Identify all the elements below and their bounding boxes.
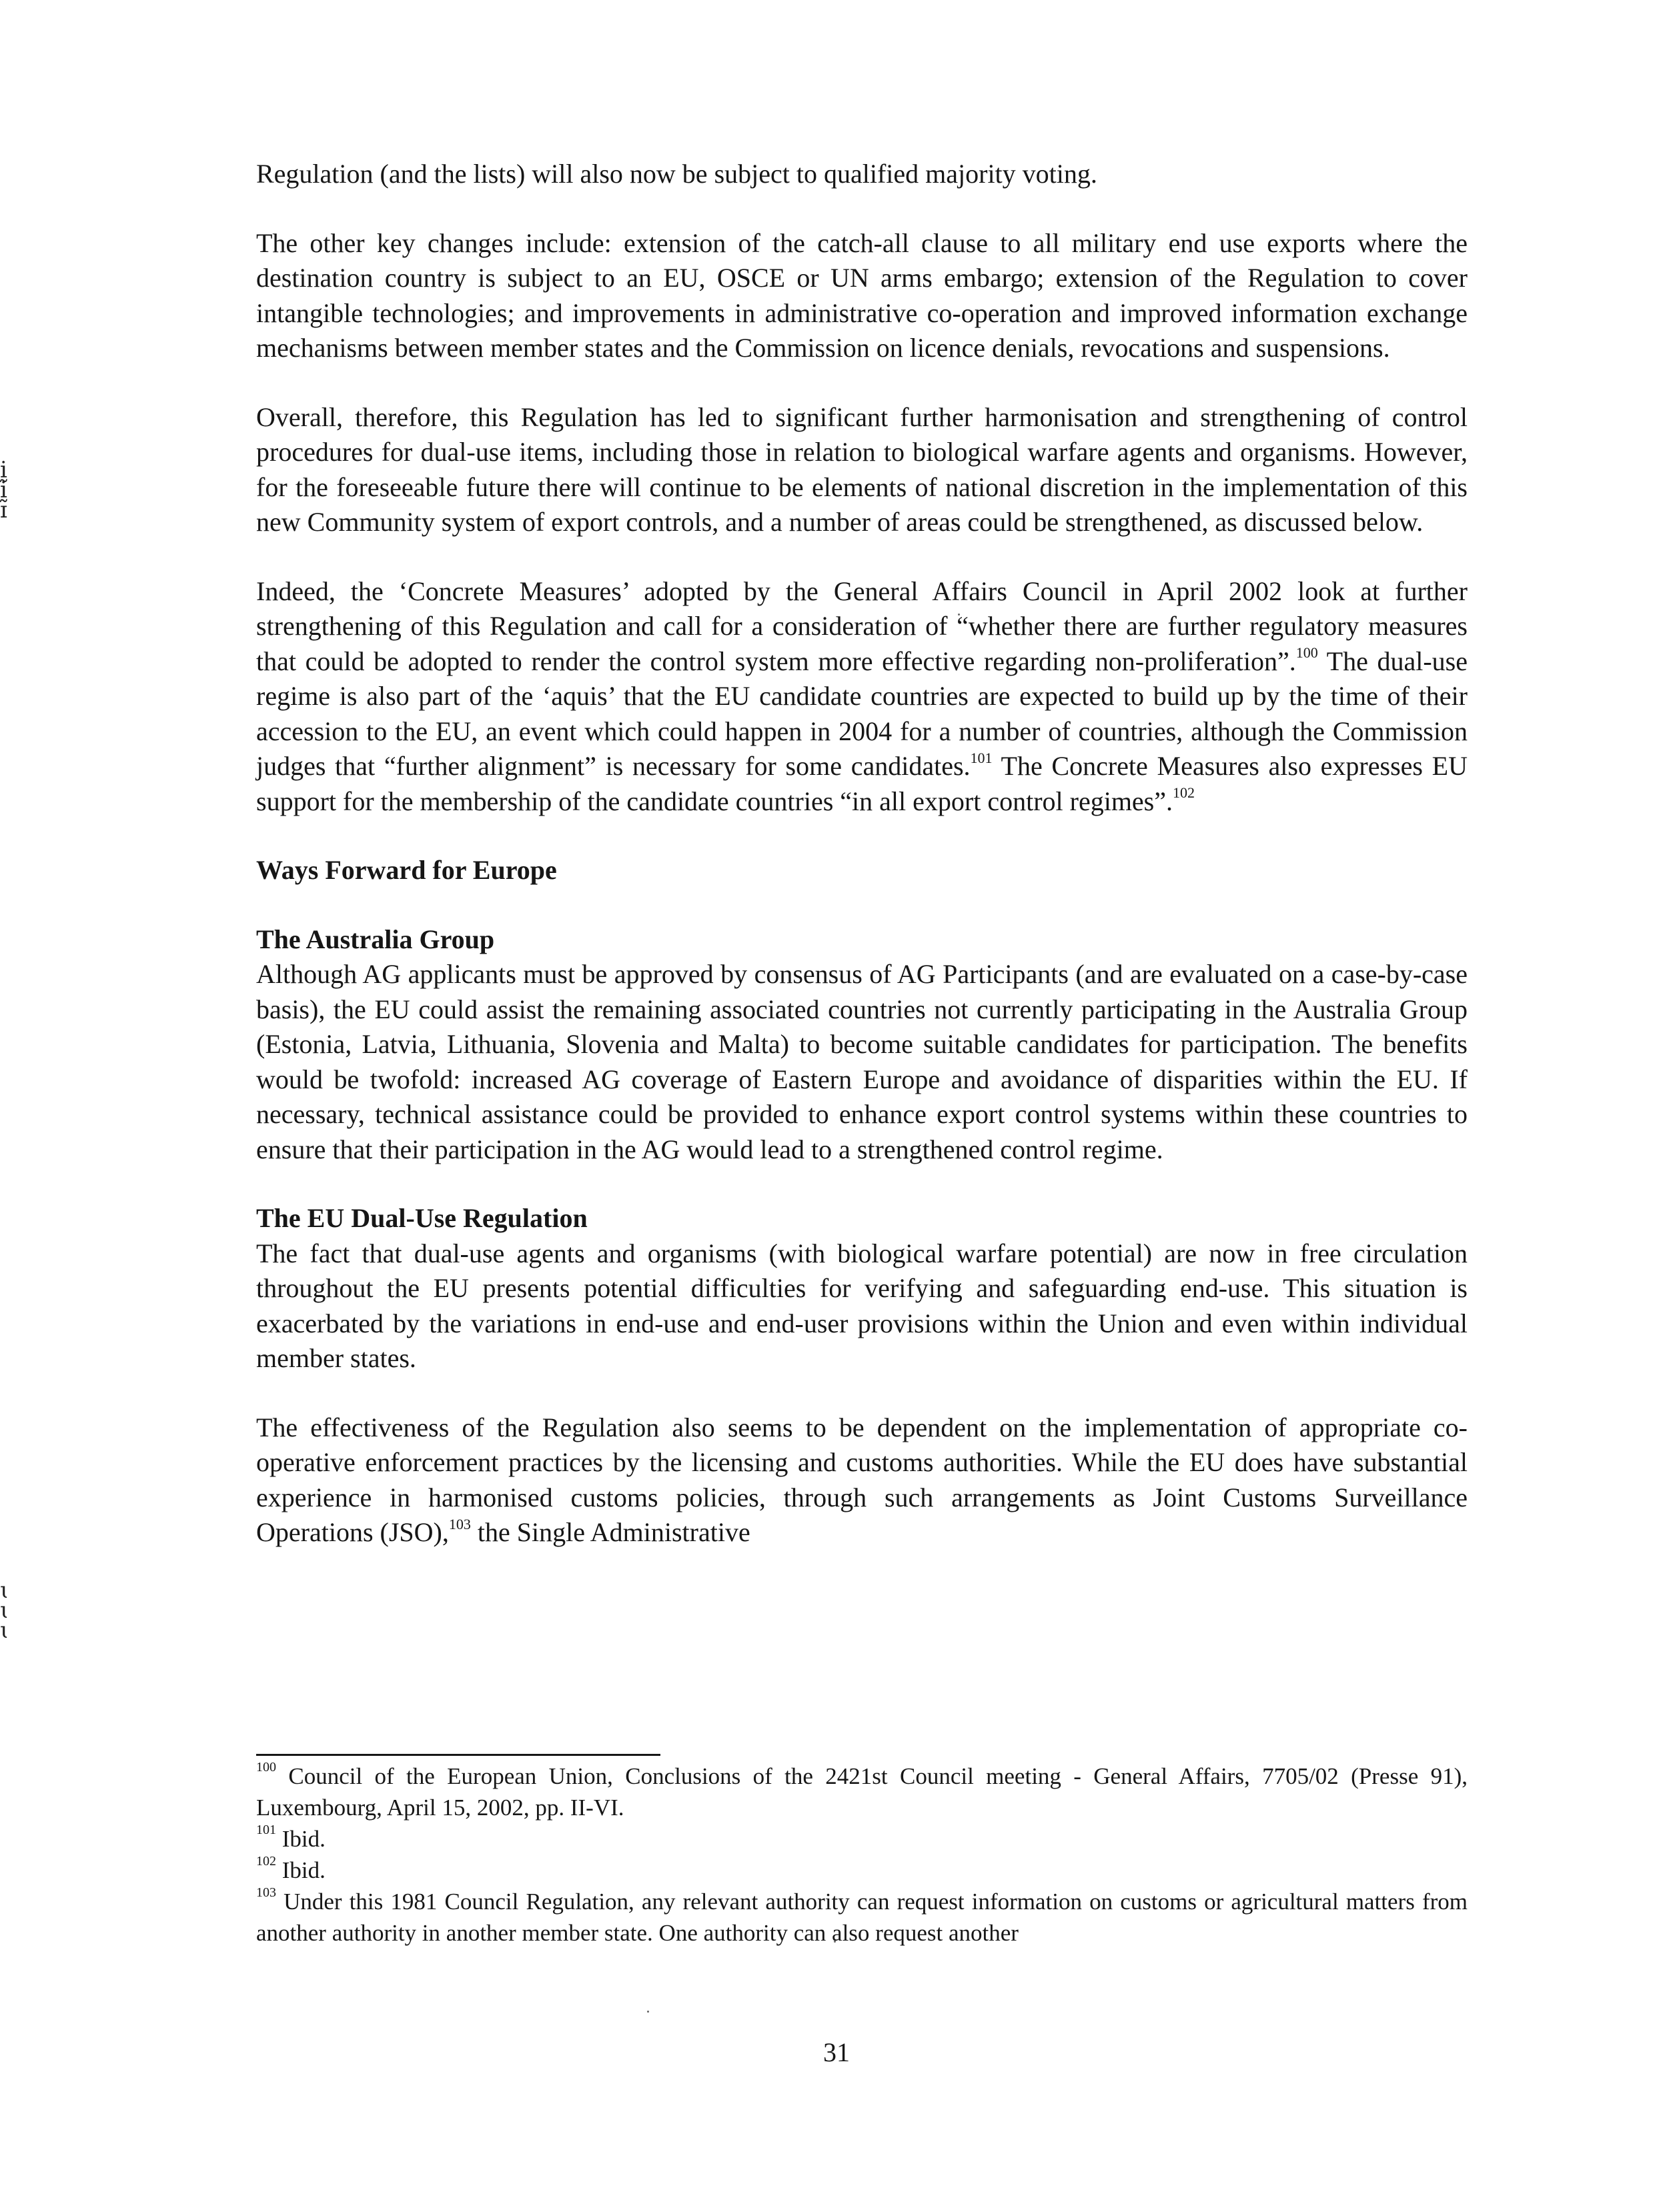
footnote-ref: 101: [970, 749, 993, 766]
subsection-heading: The EU Dual-Use Regulation: [256, 1203, 588, 1233]
paragraph: Regulation (and the lists) will also now be subject to qualified majority voting.: [256, 159, 1097, 189]
subsection-heading: The Australia Group: [256, 924, 495, 954]
section-heading: Ways Forward for Europe: [256, 855, 557, 885]
footnote-ref: 100: [1295, 644, 1318, 662]
paragraph: The fact that dual-use agents and organisms (with biological warfare potential) are now in free circulation throughout the EU presents potential difficulties for verifying and safeguarding end-use. This situation is exacerbated by the variations in end-use and end-user provisions within the Union and even within individual member states.: [256, 1238, 1468, 1373]
footnote: [256, 1886, 1468, 1949]
paragraph: [256, 574, 1468, 820]
paragraph: Although AG applicants must be approved by consensus of AG Participants (and are evaluated on a case-by-case basis), the EU could assist the remaining associated countries not currently participating in the Australia Group (Estonia, Latvia, Lithuania, Slovenia and Malta) to become suitable candidates for participation. The benefits would be twofold: increased AG coverage of Eastern Europe and avoidance of disparities within the EU. If necessary, technical assistance could be provided to enhance export control systems within these countries to ensure that their participation in the AG would lead to a strengthened control regime.: [256, 959, 1468, 1164]
footnote-number: 100: [256, 1760, 276, 1775]
paragraph-text: The dual-use regime is also part of the ‘aquis’ that the EU candidate countries are expected to build up by the time of their accession to the EU, an event which could happen in 2004 for a number of countries, although the Commission judges that “further alignment” is necessary for some candidates.: [256, 646, 1468, 781]
footnote-text: Ibid.: [276, 1857, 326, 1883]
footnote: [256, 1855, 1468, 1886]
footnote-ref: 102: [1173, 784, 1195, 802]
paragraph-text: the Single Administrative: [470, 1517, 750, 1547]
footnotes: [256, 1761, 1468, 1949]
scan-dot: [647, 2011, 649, 2013]
page-body: [256, 157, 1468, 1550]
footnote: [256, 1823, 1468, 1855]
footnote-number: 101: [256, 1823, 276, 1838]
paragraph-text: Indeed, the ‘Concrete Measures’ adopted by the General Affairs Council in April 2002 look at further strengthening of this Regulation and call for a consideration of “whether there are further regulatory measures that could be adopted to render the control system more effective regarding non-proliferation”.: [256, 576, 1468, 676]
footnote-number: 103: [256, 1885, 276, 1901]
footnote-text: Council of the European Union, Conclusions of the 2421st Council meeting - General Affairs, 7705/02 (Presse 91), Luxembourg, April 15, 2002, pp. II-VI.: [256, 1763, 1468, 1821]
paragraph: Overall, therefore, this Regulation has led to significant further harmonisation and strengthening of control procedures for dual-use items, including those in relation to biological warfare agents and organisms. However, for the foreseeable future there will continue to be elements of national discretion in the implementation of this new Community system of export controls, and a number of areas could be strengthened, as discussed below.: [256, 401, 1468, 537]
page-number: 31: [823, 2037, 850, 2067]
footnote: [256, 1761, 1468, 1823]
paragraph: The other key changes include: extension of the catch-all clause to all military end use exports where the destination country is subject to an EU, OSCE or UN arms embargo; extension of the Regulation to cover intangible technologies; and improvements in administrative co-operation and improved information exchange mechanisms between member states and the Commission on licence denials, revocations and suspensions.: [256, 227, 1468, 363]
paragraph: [256, 1410, 1468, 1550]
footnote-divider: [256, 1754, 660, 1756]
paragraph-text: The effectiveness of the Regulation also seems to be dependent on the implementation of appropriate co-operative enforcement practices by the licensing and customs authorities. While the EU does have substantial experience in harmonised customs policies, through such arrangements as Joint Customs Surveillance Operations (JSO),: [256, 1412, 1468, 1547]
footnote-text: Under this 1981 Council Regulation, any relevant authority can request information on customs or agricultural matters from another authority in another member state. One authority can also request another: [256, 1889, 1468, 1946]
margin-mark-1: ḭ ḭ ɪ: [0, 457, 7, 523]
footnote-ref: 103: [448, 1515, 471, 1532]
footnote-number: 102: [256, 1854, 276, 1869]
paragraph-text: The Concrete Measures also expresses EU support for the membership of the candidate countries “in all export control regimes”.: [256, 751, 1468, 816]
footnote-text: Ibid.: [276, 1826, 326, 1852]
margin-mark-2: ɩ ɩ ɩ: [0, 1577, 9, 1644]
